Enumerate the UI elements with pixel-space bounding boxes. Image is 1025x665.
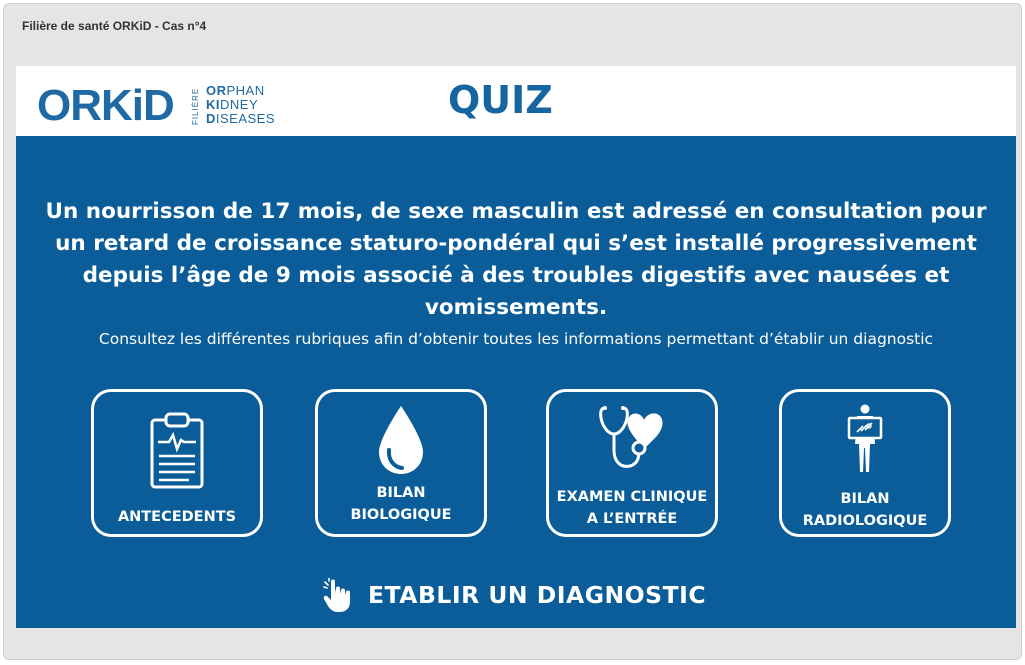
slide-stage — [16, 66, 1016, 628]
app-window — [3, 3, 1022, 660]
logo-line-diseases: DISEASES — [206, 111, 276, 126]
logo-line-kidney: KIDNEY — [206, 97, 259, 112]
logo-line-orphan: ORPHAN — [206, 83, 265, 98]
case-description: Un nourrisson de 17 mois, de sexe masculin est adressé en consultation pour un retard de croissance staturo-pondéral qui s’est installé progressivement depuis l’âge de 9 mois associé à des troubles digestifs avec nausées et vomissements. — [45, 199, 987, 320]
etablir-diagnostic-button[interactable] — [322, 576, 722, 616]
xray-icon — [782, 404, 948, 474]
bilan-biologique-button[interactable] — [315, 389, 487, 537]
stethoscope-heart-icon — [549, 404, 715, 474]
antecedents-button[interactable] — [91, 389, 263, 537]
bilan-radiologique-label: BILAN RADIOLOGIQUE — [802, 491, 928, 529]
logo-filiere-label: FILIÈRE — [191, 87, 200, 125]
case-instruction: Consultez les différentes rubriques afin d’obtenir toutes les informations permettant d’établir un diagnostic — [98, 330, 934, 348]
examen-clinique-button[interactable] — [546, 389, 718, 537]
window-title: Filière de santé ORKiD - Cas n°4 — [22, 19, 207, 33]
pointer-hand-icon — [322, 578, 354, 618]
bilan-radiologique-button[interactable] — [779, 389, 951, 537]
bilan-biologique-label: BILAN BIOLOGIQUE — [350, 485, 452, 523]
clipboard-icon — [94, 412, 260, 490]
logo-wordmark: ORKiD — [37, 81, 174, 130]
header — [16, 66, 1016, 136]
case-panel — [16, 136, 1016, 628]
antecedents-label: ANTECEDENTS — [117, 509, 237, 525]
examen-clinique-label: EXAMEN CLINIQUE A L’ENTRÉE — [556, 489, 708, 527]
etablir-diagnostic-label: ETABLIR UN DIAGNOSTIC — [368, 581, 707, 609]
page-title: QUIZ — [448, 78, 553, 122]
orkid-logo — [37, 82, 297, 130]
drop-icon — [318, 404, 484, 476]
logo-tagline — [206, 84, 275, 126]
